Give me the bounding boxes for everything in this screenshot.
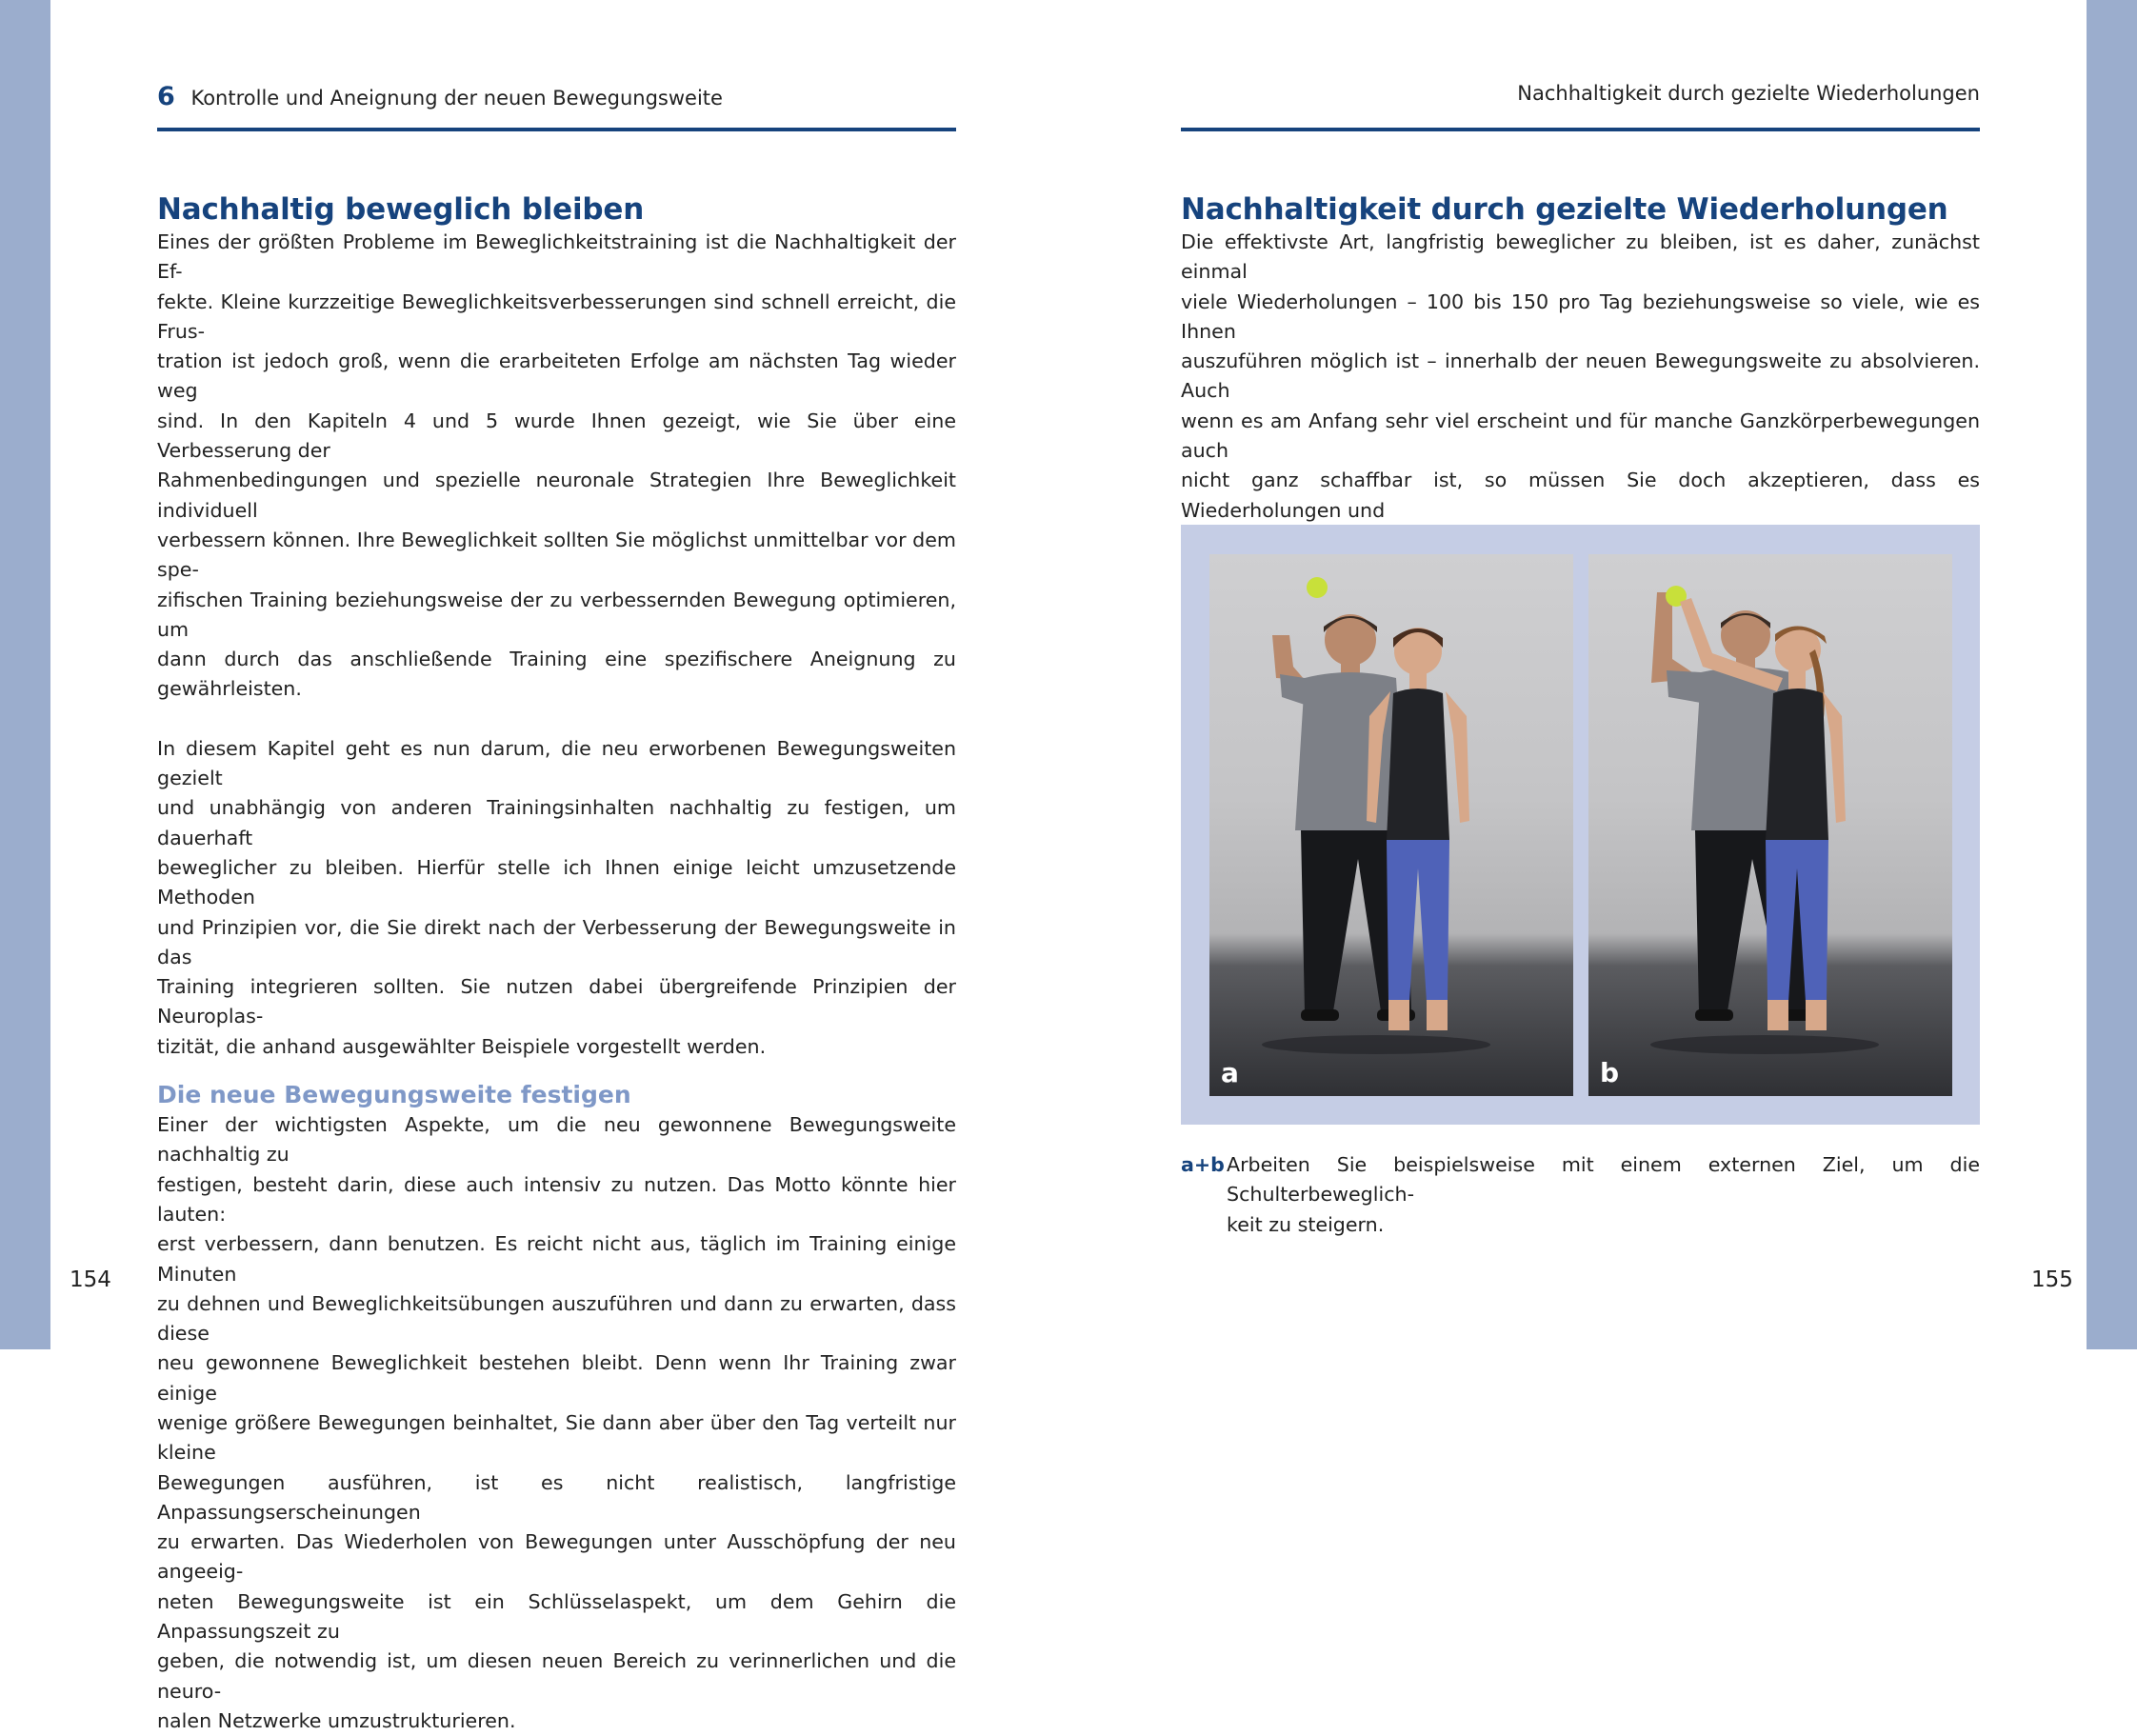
left-page-number: 154 (70, 1267, 111, 1292)
left-running-head-text: Kontrolle und Aneignung der neuen Bewegungsweite (190, 87, 723, 110)
right-paragraph-1: Die effektivste Art, langfristig beweglicher zu bleiben, ist es daher, zunächst einmal viele Wiederholungen – 100 bis 150 pro Tag beziehungsweise so viele, wie es Ihnen auszuführen möglich ist – innerhalb der neuen Bewegungsweite zu absolvieren. Auch wenn es am Anfang sehr viel erscheint und für manche Ganzkörperbewegungen auch nicht ganz schaffbar ist, so müssen Sie doch akzeptieren, dass es Wiederholungen und (1181, 230, 1980, 522)
left-paragraph-3: Einer der wichtigsten Aspekte, um die neu gewonnene Bewegungsweite nachhaltig zu festigen, besteht darin, diese auch intensiv zu nutzen. Das Motto könnte hier lauten: erst verbessern, dann benutzen. Es reicht nicht aus, täglich im Training einige Minuten zu dehnen und Beweglichkeitsübungen auszuführen und dann zu erwarten, dass diese neu gewonnene Beweglichkeit bestehen bleibt. Denn wenn Ihr Training zwar einige wenige größere Bewegungen beinhaltet, Sie dann aber über den Tag verteilt nur kleine Bewegungen ausführen, ist es nicht realistisch, langfristige Anpassungserscheinungen zu erwarten. Das Wiederholen von Bewegungen unter Ausschöpfung der neu angeeig- neten Bewegungsweite ist ein Schlüsselaspekt, um dem Gehirn die Anpassungszeit zu geben, die notwendig ist, um diesen neuen Bereich zu verinnerlichen und die neuro- nalen Netzwerke umzustrukturieren. (157, 1113, 956, 1732)
left-paragraph-2: In diesem Kapitel geht es nun darum, die neu erworbenen Bewegungsweiten gezielt und unabhängig von anderen Trainingsinhalten nachhaltig zu festigen, um dauerhaft beweglicher zu bleiben. Hierfür stelle ich Ihnen einige leicht umzusetzende Methoden und Prinzipien vor, die Sie direkt nach der Verbesserung der Bewegungsweite in das Training integrieren sollten. Sie nutzen dabei übergreifende Prinzipien der Neuroplas- tizität, die anhand ausgewählter Beispiele vorgestellt werden. (157, 736, 956, 1058)
photo-a-label: a (1221, 1057, 1239, 1088)
right-running-head: Nachhaltigkeit durch gezielte Wiederholungen (1517, 82, 1980, 105)
left-text-column (157, 191, 956, 1736)
left-section-heading: Nachhaltig beweglich bleiben (157, 192, 645, 227)
photo-b-illustration (1588, 554, 1952, 1096)
paragraph-gap (157, 705, 956, 734)
photo-b-label: b (1600, 1057, 1620, 1088)
tennis-ball-icon (1307, 577, 1328, 598)
photo-a (1209, 554, 1573, 1096)
photo-b (1588, 554, 1952, 1096)
figure-box (1181, 525, 1980, 1125)
caption-text: Arbeiten Sie beispielsweise mit einem externen Ziel, um die Schulterbeweglich- keit zu steigern. (1227, 1153, 1980, 1236)
left-subheading: Die neue Bewegungsweite festigen (157, 1081, 631, 1109)
right-page-number: 155 (2031, 1267, 2073, 1292)
chapter-number: 6 (157, 82, 175, 111)
left-paragraph-1: Eines der größten Probleme im Beweglichkeitstraining ist die Nachhaltigkeit der Ef- fekte. Kleine kurzzeitige Beweglichkeitsverbesserungen sind schnell erreicht, die Frus- tration ist jedoch groß, wenn die erarbeiteten Erfolge am nächsten Tag wieder weg sind. In den Kapiteln 4 und 5 wurde Ihnen gezeigt, wie Sie über eine Verbesserung der Rahmenbedingungen und spezielle neuronale Strategien Ihre Beweglichkeit individuell verbessern können. Ihre Beweglichkeit sollten Sie möglichst unmittelbar vor dem spe- zifischen Training beziehungsweise der zu verbessernden Bewegung optimieren, um dann durch das anschließende Training eine spezifischere Aneignung zu gewährleisten. (157, 230, 956, 701)
left-page-edge (0, 0, 50, 1349)
right-section-heading: Nachhaltigkeit durch gezielte Wiederholungen (1181, 192, 1948, 227)
photo-a-illustration (1209, 554, 1573, 1096)
right-page-edge (2087, 0, 2137, 1349)
left-header-rule (157, 128, 956, 131)
figure-caption (1181, 1150, 1980, 1240)
subheading-gap (157, 1062, 956, 1079)
caption-label: a+b (1181, 1153, 1225, 1176)
left-running-head (157, 82, 956, 124)
right-header-rule (1181, 128, 1980, 131)
